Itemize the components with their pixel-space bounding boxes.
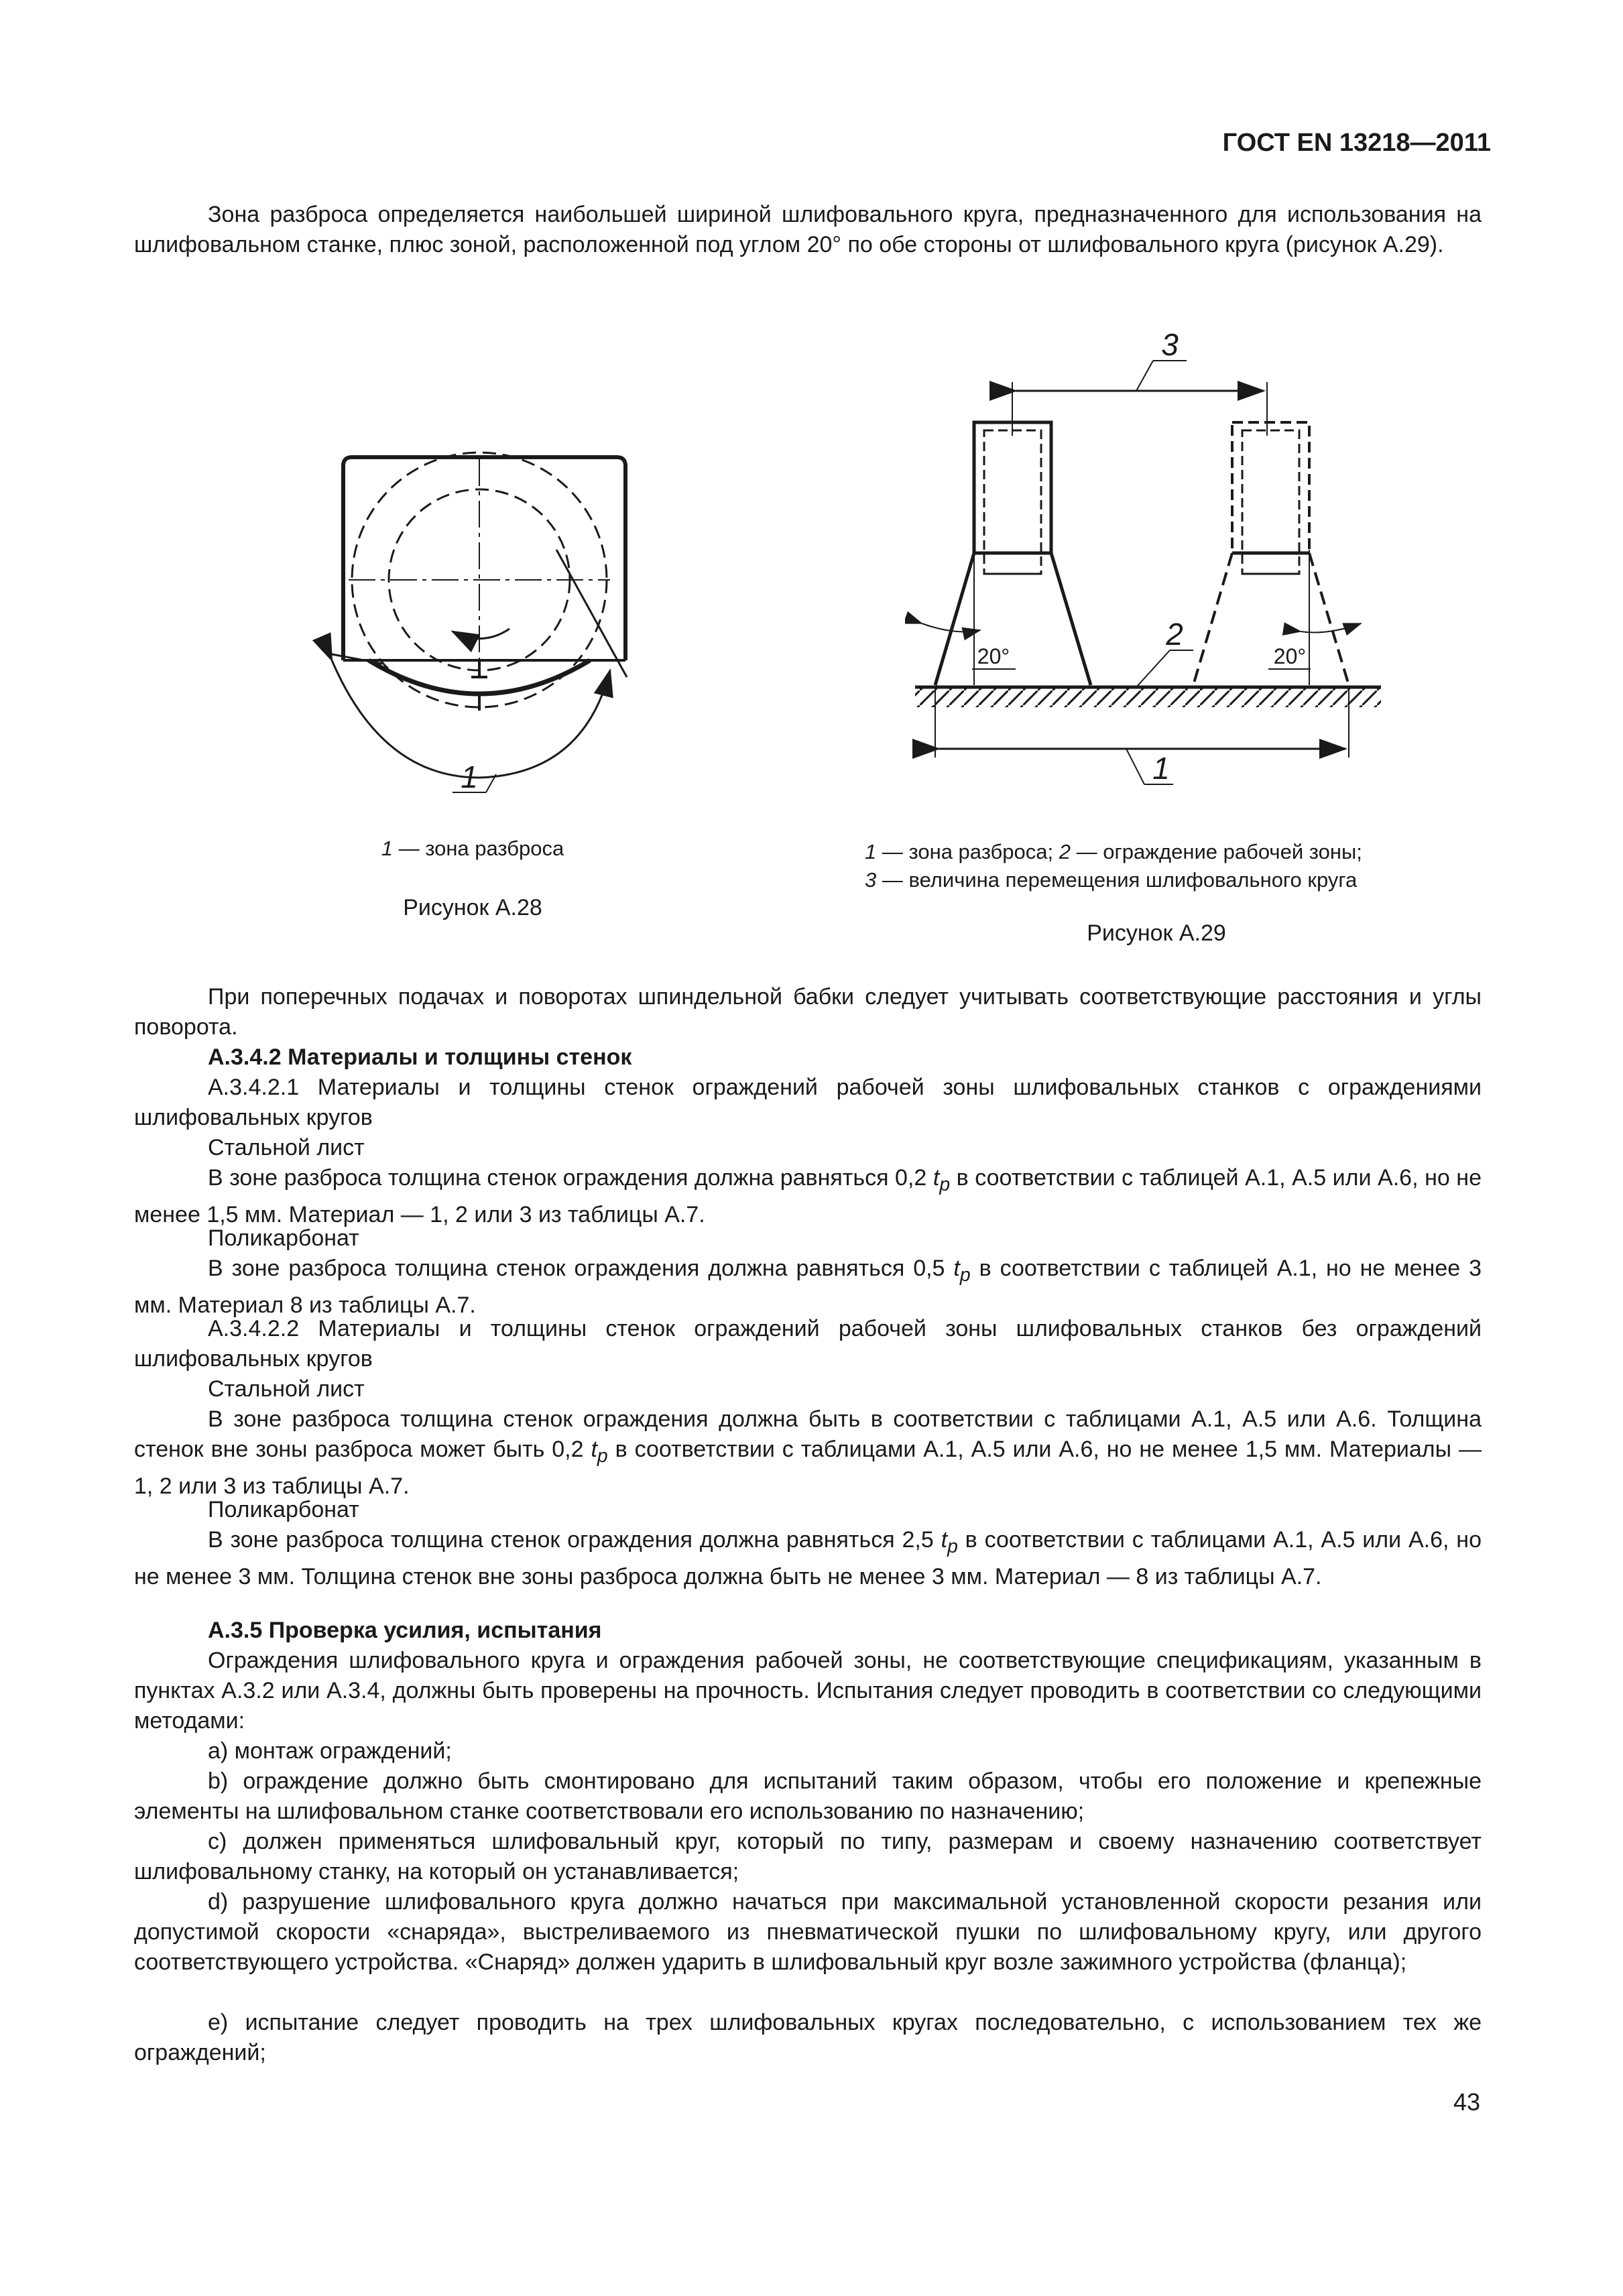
figure-a28-legend: 1 — зона разброса xyxy=(381,837,564,860)
paragraph-a35: Ограждения шлифовального круга и ограждения рабочей зоны, не соответствующие спецификациям, указанным в пунктах А.3.2 или А.3.4, должны быть проверены на прочность. Испытания следует проводить в соответствии со следующими методами: xyxy=(134,1648,1482,1734)
label-polycarbonate-1: Поликарбонат xyxy=(208,1225,359,1251)
label-polycarbonate-2: Поликарбонат xyxy=(208,1497,359,1522)
angle-left-label: 20° xyxy=(977,644,1010,668)
figure-a28 xyxy=(308,429,644,804)
callout-3: 3 xyxy=(1161,327,1179,362)
heading-a342: А.3.4.2 Материалы и толщины стенок xyxy=(208,1044,632,1070)
intro-paragraph: Зона разброса определяется наибольшей шириной шлифовального круга, предназначенного для использования на шлифовальном станке, плюс зоной, расположенной под углом 20° по обе стороны от шлифовального круга (рисунок А.29). xyxy=(134,202,1482,257)
paragraph-steel-2: В зоне разброса толщина стенок ограждения должна быть в соответствии с таблицами А.1, А.5 или А.6. Толщина стенок вне зоны разброса может быть 0,2 $t_p$ в соответствии с таблицами А.1, А.5 или А.6, но не менее 1,5 мм. Материалы — 1, 2 или 3 из таблицы А.7. xyxy=(134,1406,1482,1499)
figure-a29 xyxy=(905,322,1388,811)
callout-2: 2 xyxy=(1166,617,1183,652)
base-hatching xyxy=(915,687,1381,707)
list-item-c: c) должен применяться шлифовальный круг, который по типу, размерам и своему назначению соответствует шлифовальному станку, на который он устанавливается; xyxy=(134,1829,1482,1884)
list-item-a: a) монтаж ограждений; xyxy=(208,1738,452,1764)
list-item-b: b) ограждение должно быть смонтировано для испытаний таким образом, чтобы его положение и крепежные элементы на шлифовальном станке соответствовали его использованию по назначению; xyxy=(134,1768,1482,1824)
document-number: ГОСТ EN 13218—2011 xyxy=(1222,129,1491,157)
wheel-left xyxy=(974,422,1051,553)
wheel-right xyxy=(1232,422,1309,553)
list-item-d: d) разрушение шлифовального круга должно начаться при максимальной установленной скорости резания или допустимой скорости «снаряда», выстреливаемого из пневматической пушки по шлифовальному кругу, или другого соответствующего устройства. «Снаряд» должен ударить в шлифовальный круг возле зажимного устройства (фланца); xyxy=(134,1889,1482,1975)
label-steel-1: Стальной лист xyxy=(208,1135,365,1160)
figure-a29-legend: 1 — зона разброса; 2 — ограждение рабочей зоны; 3 — величина перемещения шлифовального круга xyxy=(865,840,1362,892)
heading-a35: А.3.5 Проверка усилия, испытания xyxy=(208,1618,602,1643)
guard-housing xyxy=(343,457,625,660)
page-number: 43 xyxy=(1453,2088,1480,2116)
angle-right-label: 20° xyxy=(1273,644,1307,668)
paragraph-a3422: А.3.4.2.2 Материалы и толщины стенок ограждений рабочей зоны шлифовальных станков без ограждений шлифовальных кругов xyxy=(134,1316,1482,1372)
label-steel-2: Стальной лист xyxy=(208,1376,365,1402)
paragraph-polycarbonate-1: В зоне разброса толщина стенок ограждения должна равняться 0,5 $t_p$ в соответствии с таблицей А.1, но не менее 3 мм. Материал 8 из таблицы А.7. xyxy=(134,1256,1482,1318)
figure-a29-caption: Рисунок А.29 xyxy=(1087,920,1226,946)
paragraph-steel-1: В зоне разброса толщина стенок ограждения должна равняться 0,2 $t_p$ в соответствии с таблицей А.1, А.5 или А.6, но не менее 1,5 мм. Материал — 1, 2 или 3 из таблицы А.7. xyxy=(134,1165,1482,1227)
list-item-e: e) испытание следует проводить на трех шлифовальных кругах последовательно, с использованием тех же ограждений; xyxy=(134,2010,1482,2065)
paragraph-polycarbonate-2: В зоне разброса толщина стенок ограждения должна равняться 2,5 $t_p$ в соответствии с таблицами А.1, А.5 или А.6, но не менее 3 мм. Толщина стенок вне зоны разброса должна быть не менее 3 мм. Материал — 8 из таблицы А.7. xyxy=(134,1527,1482,1589)
callout-1: 1 xyxy=(461,760,478,794)
callout-1: 1 xyxy=(1152,751,1170,786)
paragraph-rotations: При поперечных подачах и поворотах шпиндельной бабки следует учитывать соответствующие расстояния и углы поворота. xyxy=(134,984,1482,1040)
figure-a28-caption: Рисунок А.28 xyxy=(403,895,542,920)
paragraph-a3421: А.3.4.2.1 Материалы и толщины стенок ограждений рабочей зоны шлифовальных станков с ограждениями шлифовальных кругов xyxy=(134,1075,1482,1130)
